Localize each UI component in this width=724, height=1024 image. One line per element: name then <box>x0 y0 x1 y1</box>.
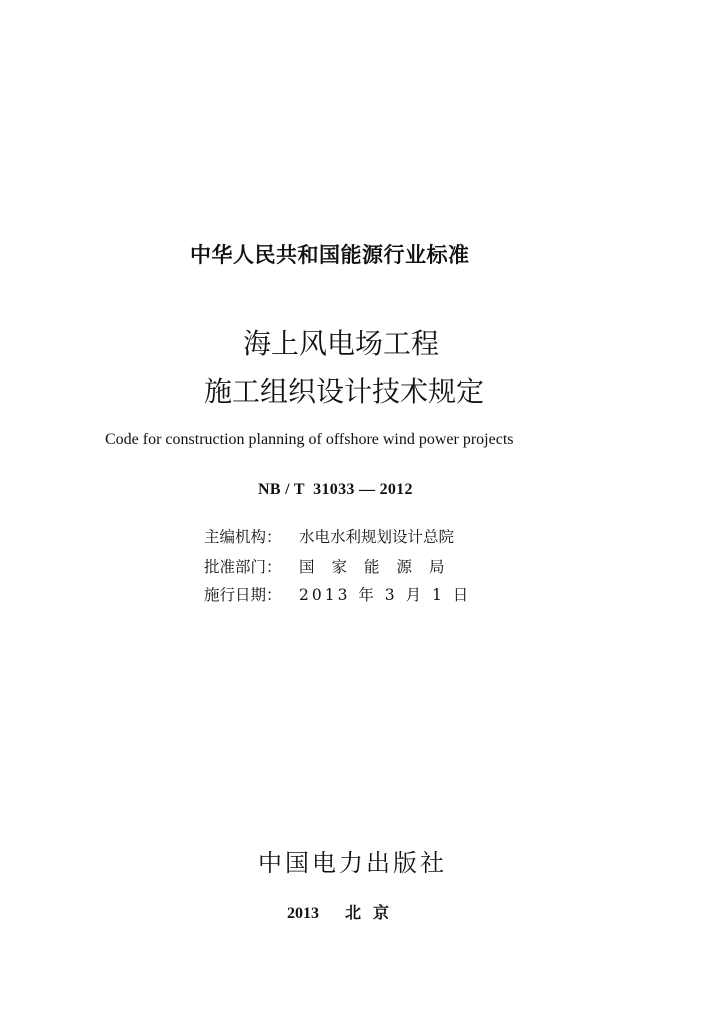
meta-row-date <box>204 583 471 605</box>
title-line-1: 海上风电场工程 <box>243 327 440 360</box>
approval-value: 国家能源局 <box>299 558 462 576</box>
publication-year-city <box>287 900 401 923</box>
publisher: 中国电力出版社 <box>258 849 447 877</box>
meta-row-approval <box>204 555 462 577</box>
date-value: 2013 年 3 月 1 日 <box>299 586 472 604</box>
org-label: 主编机构： <box>204 528 282 546</box>
org-value: 水电水利规划设计总院 <box>299 528 455 546</box>
approval-label: 批准部门： <box>204 558 282 576</box>
date-label: 施行日期： <box>204 586 282 604</box>
meta-row-org <box>204 525 454 547</box>
standard-category: 中华人民共和国能源行业标准 <box>190 243 470 267</box>
publication-year: 2013 <box>287 905 319 922</box>
standard-number: NB / T 31033 — 2012 <box>258 481 413 498</box>
english-title: Code for construction planning of offshore wind power projects <box>105 431 514 448</box>
publication-city: 北京 <box>345 905 402 922</box>
title-line-2: 施工组织设计技术规定 <box>204 375 485 408</box>
